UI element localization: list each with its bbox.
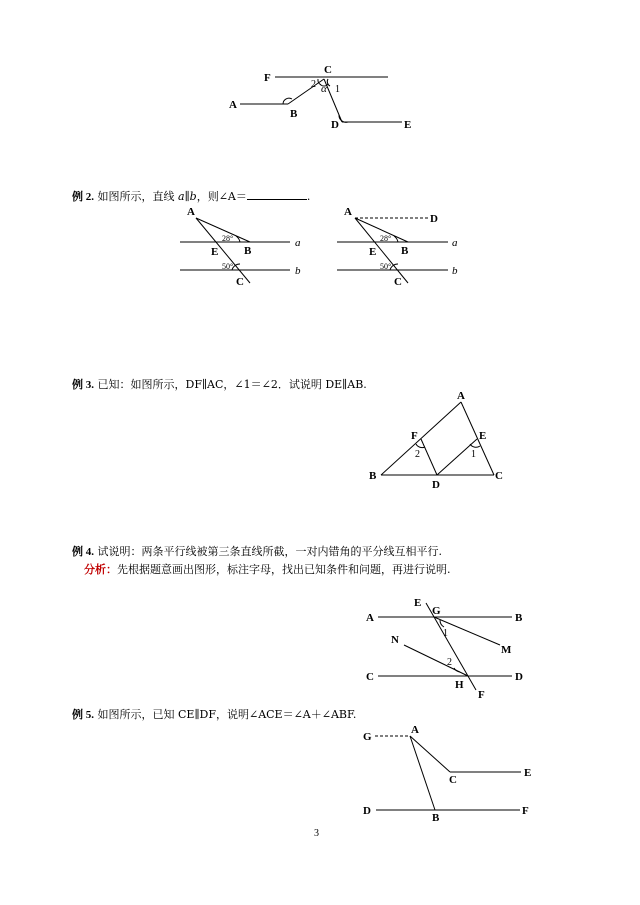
- ex2-right-label-c: C: [394, 276, 402, 288]
- label-a: A: [229, 99, 237, 111]
- ex5-label-b: B: [432, 812, 440, 824]
- ex4-label-angle-2: 2: [447, 657, 452, 668]
- analysis-label: 分析：: [84, 563, 117, 576]
- ex5-label-a: A: [411, 724, 419, 736]
- label-b: B: [290, 108, 298, 120]
- example-4-number: 例 4.: [72, 546, 94, 558]
- example-5-number: 例 5.: [72, 709, 94, 721]
- example-2-text-post: ，则∠A＝: [196, 190, 247, 203]
- example-5-question: [72, 706, 356, 722]
- ex4-label-angle-1: 1: [443, 628, 448, 639]
- ex4-label-h: H: [455, 679, 464, 691]
- ex2-left-label-e: E: [211, 246, 219, 258]
- ex2-left-angle-28: 28°: [222, 234, 234, 243]
- ex4-label-a: A: [366, 612, 374, 624]
- ex3-label-angle-2: 2: [415, 449, 420, 460]
- ex2-right-label-d: D: [430, 213, 438, 225]
- label-alpha: α: [321, 83, 327, 95]
- ex2-right-label-a-point: A: [344, 206, 352, 218]
- label-d: D: [331, 119, 339, 131]
- ex2-left-angle-50: 50°: [222, 262, 234, 271]
- label-c: C: [324, 64, 332, 76]
- ex2-right-label-line-a: a: [452, 237, 458, 249]
- label-f: F: [264, 72, 271, 84]
- example-3-question: [72, 376, 367, 392]
- ex4-label-e: E: [414, 597, 422, 609]
- ex2-right-label-e: E: [369, 246, 377, 258]
- ex4-label-d: D: [515, 671, 523, 683]
- ex5-label-d: D: [363, 805, 371, 817]
- ex4-label-c: C: [366, 671, 374, 683]
- ex3-line-fd: [421, 439, 437, 475]
- example-3-number: 例 3.: [72, 379, 94, 391]
- ex4-label-b: B: [515, 612, 523, 624]
- answer-blank: [247, 189, 307, 200]
- example-2-text-pre: 如图所示，直线: [97, 190, 178, 203]
- example-4-analysis: [84, 561, 451, 577]
- example-2-parallel: ∥: [184, 190, 190, 203]
- ex2-left-label-c: C: [236, 276, 244, 288]
- example-2-var-a: a: [178, 190, 185, 203]
- ex4-label-f: F: [478, 689, 485, 701]
- example-2-question: [72, 188, 310, 204]
- arc-b: [283, 98, 292, 104]
- example-5-text: 如图所示，已知 CE∥DF，说明∠ACE＝∠A＋∠ABF.: [97, 708, 357, 721]
- ex2-right-label-line-b: b: [452, 265, 458, 277]
- example-2-var-b: b: [189, 190, 197, 203]
- analysis-text: 先根据题意画出图形，标注字母，找出已知条件和问题，再进行说明.: [117, 563, 451, 576]
- ex3-label-f: F: [411, 430, 418, 442]
- ex3-label-e: E: [479, 430, 487, 442]
- ex3-label-angle-1: 1: [471, 449, 476, 460]
- ex2-left-label-a-point: A: [187, 206, 195, 218]
- ex2-right-angle-50: 50°: [380, 262, 392, 271]
- ex5-label-f: F: [522, 805, 529, 817]
- example-4-text: 试说明：两条平行线被第三条直线所截，一对内错角的平分线互相平行.: [97, 545, 442, 558]
- label-angle-2: 2: [311, 79, 316, 90]
- example-2-number: 例 2.: [72, 191, 94, 203]
- ex5-label-e: E: [524, 767, 532, 779]
- ex3-label-c: C: [495, 470, 503, 482]
- example-4-question: [72, 543, 442, 559]
- ex3-label-b: B: [369, 470, 377, 482]
- ex4-arc-2: [454, 668, 460, 672]
- ex2-left-label-b: B: [244, 245, 252, 257]
- ex2-right-angle-28: 28°: [380, 234, 392, 243]
- ex3-line-ac: [461, 402, 494, 475]
- page-number: 3: [314, 828, 319, 839]
- ex2-left-label-line-a: a: [295, 237, 301, 249]
- ex2-left-label-line-b: b: [295, 265, 301, 277]
- example-3-text: 已知：如图所示，DF∥AC，∠1＝∠2．试说明 DE∥AB.: [97, 378, 367, 391]
- ex3-label-a: A: [457, 390, 465, 402]
- example-2-end: .: [306, 190, 311, 203]
- ex5-label-g: G: [363, 731, 372, 743]
- ex2-left-line-ac: [196, 218, 250, 283]
- label-e: E: [404, 119, 412, 131]
- ex4-label-g: G: [432, 605, 441, 617]
- arc-d: [339, 115, 348, 122]
- ex4-label-m: M: [501, 644, 512, 656]
- ex4-label-n: N: [391, 634, 399, 646]
- ex3-label-d: D: [432, 479, 440, 491]
- label-angle-1: 1: [335, 84, 340, 95]
- ex2-right-label-b: B: [401, 245, 409, 257]
- ex5-label-c: C: [449, 774, 457, 786]
